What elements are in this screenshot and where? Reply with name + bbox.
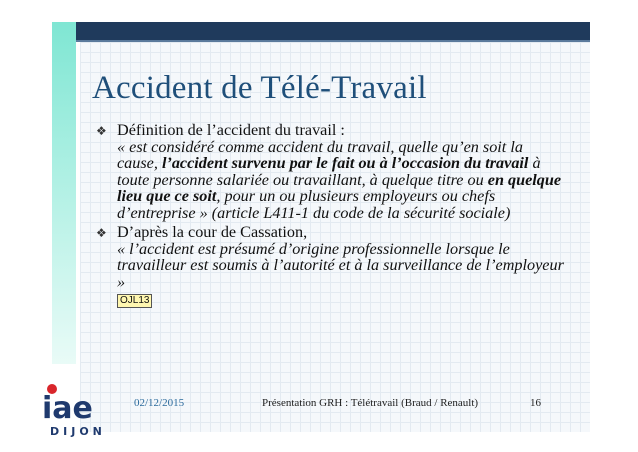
slide-title: Accident de Télé-Travail [92, 70, 427, 106]
left-accent-bar [52, 22, 76, 364]
bullet-intro: D’après la cour de Cassation, [117, 223, 308, 241]
footer-date: 02/12/2015 [134, 397, 185, 409]
quote-text: « est considéré comme accident du travail, quelle qu’en soit la cause, l’accident survenu par le fait ou à l’occasion du travail à toute personne salariée ou travaillant, à quelque titre ou en quelque lieu que ce soit, pour un ou plusieurs employeurs ou chefs d’entreprise » (article L411-1 du code de la sécurité sociale) [117, 137, 562, 222]
bullet-intro: Définition de l’accident du travail : [117, 121, 345, 139]
diamond-bullet-icon: ❖ [96, 226, 107, 240]
bullet-cassation [96, 224, 566, 308]
page-number: 16 [530, 397, 541, 409]
logo-subtext: DIJON [50, 425, 106, 438]
comment-tag[interactable]: OJL13 [117, 294, 152, 308]
bullet-definition [96, 122, 566, 221]
iae-dijon-logo [40, 380, 116, 438]
top-band-accent [76, 40, 590, 42]
diamond-bullet-icon: ❖ [96, 124, 107, 138]
quote-text: « l’accident est présumé d’origine professionnelle lorsque le travailleur est soumis à l’autorité et à la surveillance de l’employeur » [117, 239, 564, 291]
slide-content [96, 122, 566, 311]
logo-text: iae [42, 391, 93, 426]
top-band [76, 22, 590, 40]
footer-title: Présentation GRH : Télétravail (Braud / Renault) [262, 397, 479, 409]
